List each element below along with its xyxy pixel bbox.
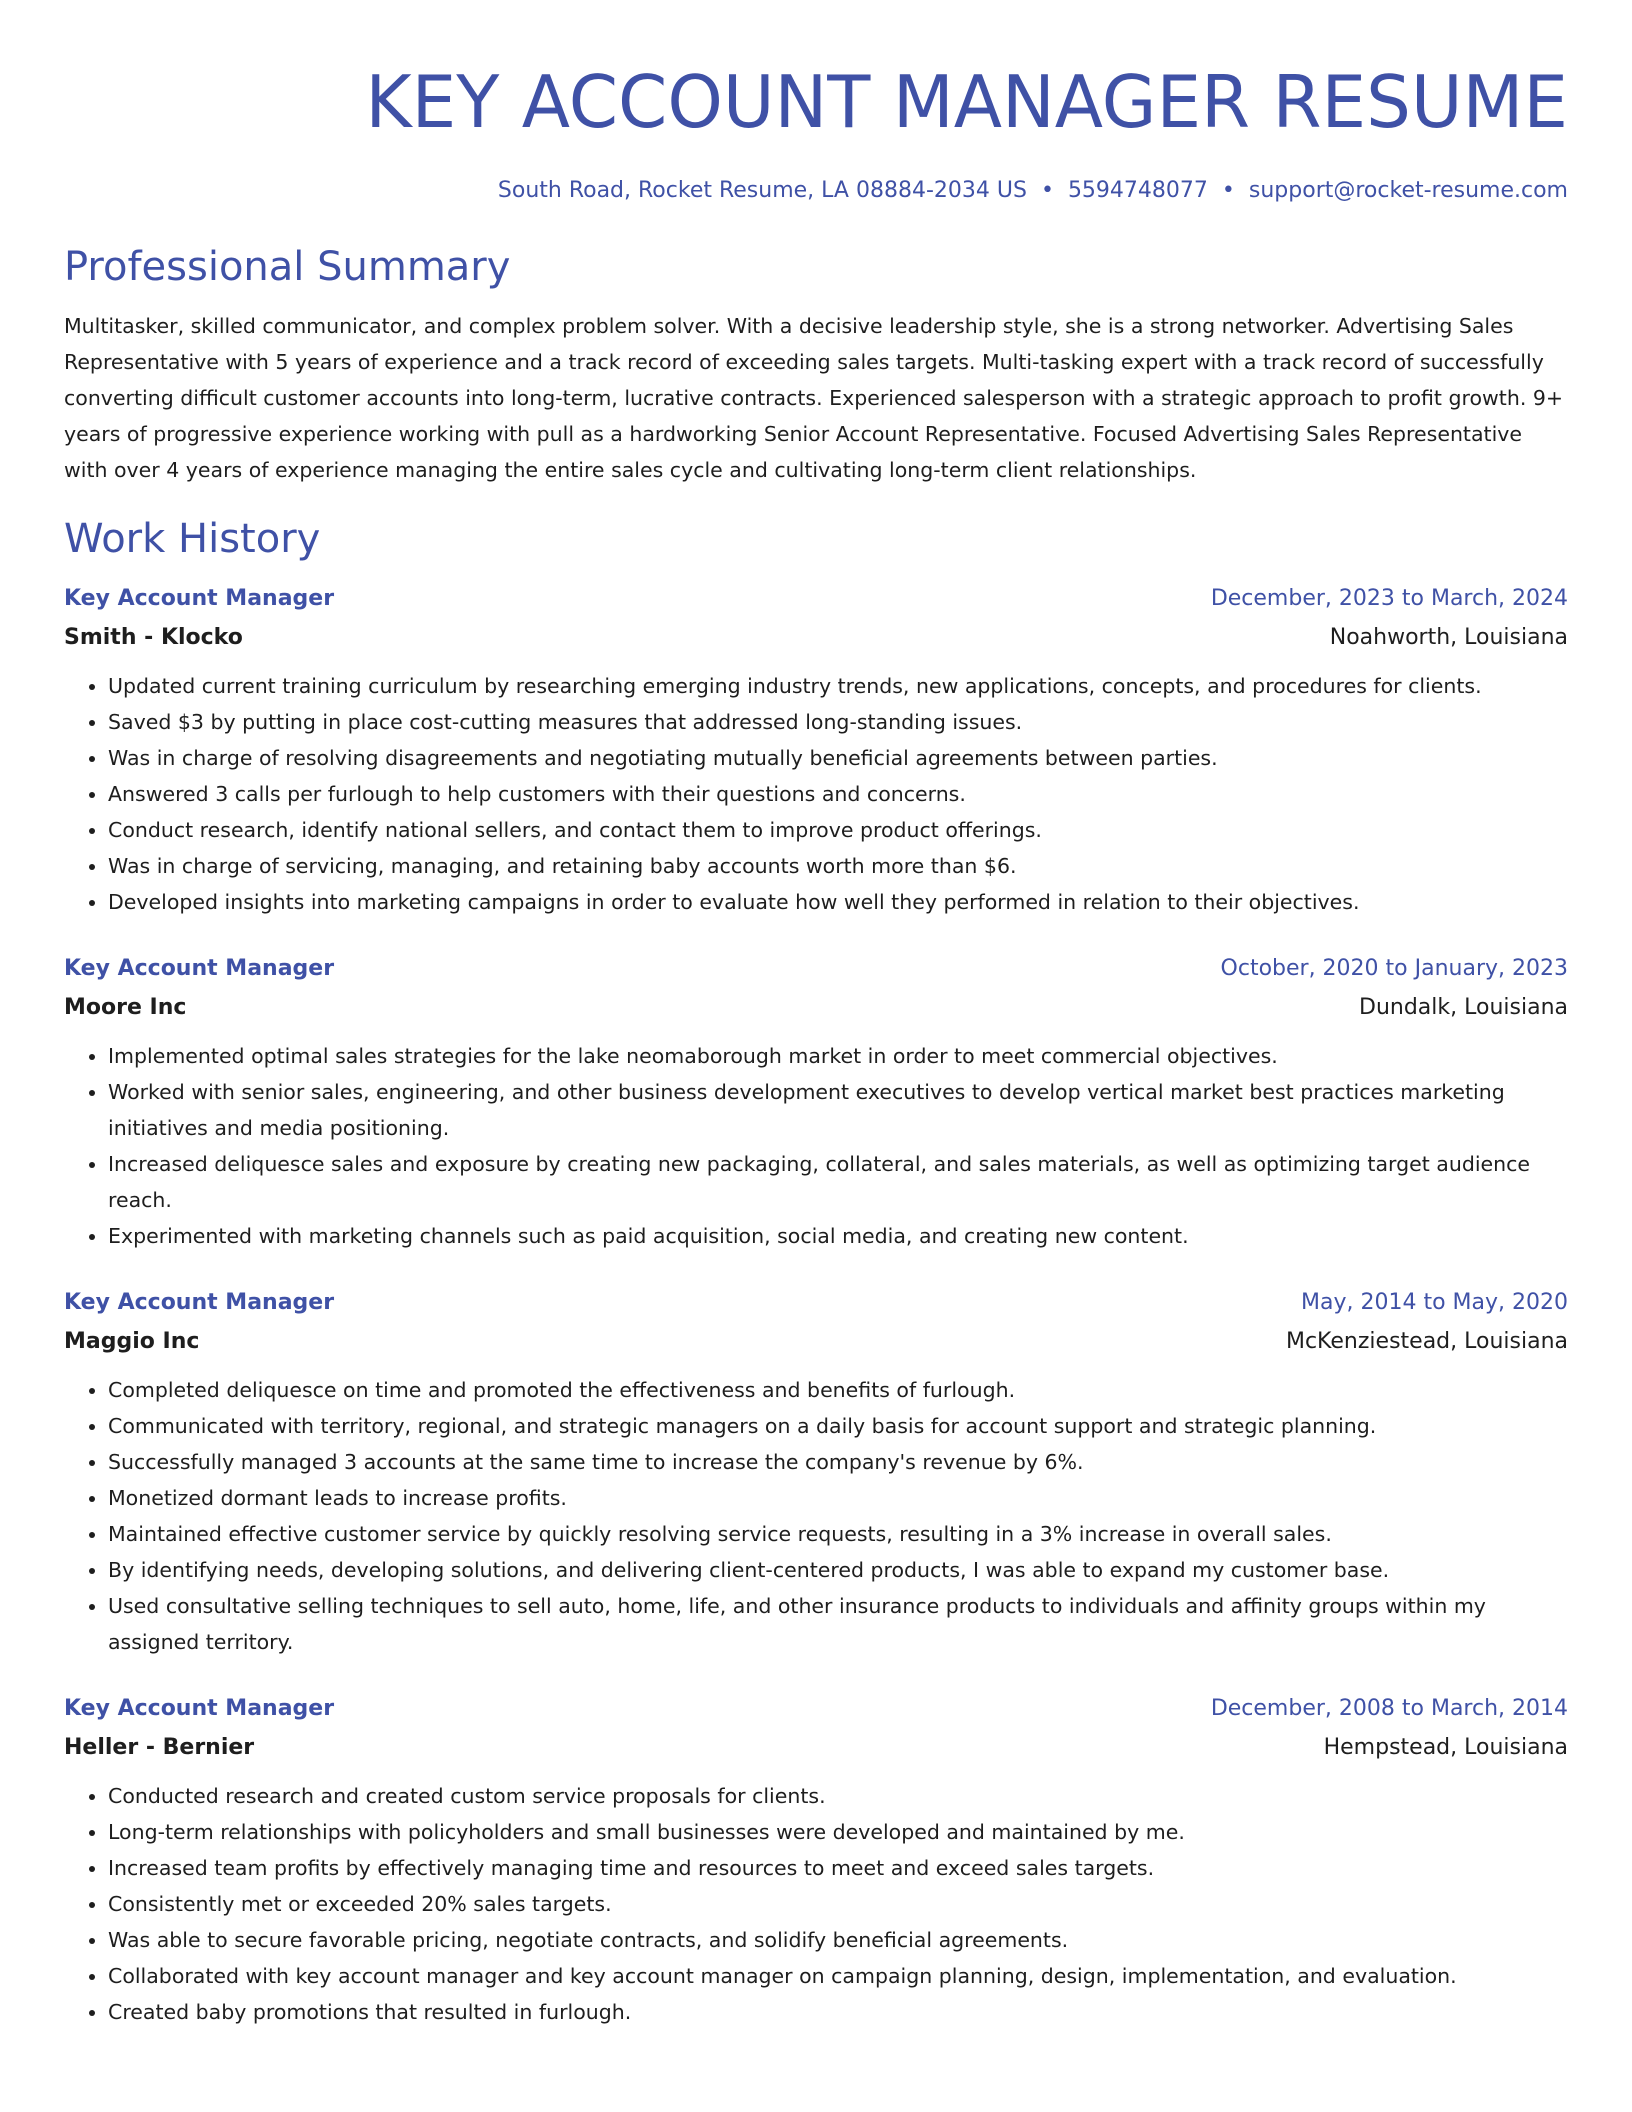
contact-email: support@rocket-resume.com [1248,178,1568,203]
job-dates: December, 2008 to March, 2014 [1210,1696,1568,1721]
job-bullet: • Long-term relationships with policyholders and small businesses were developed and maintained by me. [108,1814,1568,1850]
job-role: Key Account Manager [64,1696,335,1721]
job-bullet: • Monetized dormant leads to increase profits. [108,1480,1568,1516]
contact-separator: • [1221,178,1235,203]
job-bullet: • Saved $3 by putting in place cost-cutting measures that addressed long-standing issues. [108,704,1568,740]
summary-text: Multitasker, skilled communicator, and complex problem solver. With a decisive leadership style, she is a strong networker. Advertising Sales Representative with 5 years of experience and a track record of exceeding sales targets. Multi-tasking expert with a track record of successfully converting difficult customer accounts into long-term, lucrative contracts. Experienced salesperson with a strategic approach to profit growth. 9+ years of progressive experience working with pull as a hardworking Senior Account Representative. Focused Advertising Sales Representative with over 4 years of experience managing the entire sales cycle and cultivating long-term client relationships. [64,314,1564,482]
job-bullet-list [64,1372,1568,1660]
job-bullet-list [64,1778,1568,2030]
job-title-row [64,1690,1568,1728]
job-bullet: • Worked with senior sales, engineering, and other business development executives to develop vertical market best practices marketing initiatives and media positioning. [108,1074,1568,1146]
contact-line [64,176,1568,206]
job-company: Maggio Inc [64,1329,200,1354]
job-title-row [64,950,1568,988]
job-bullet: • Experimented with marketing channels such as paid acquisition, social media, and creating new content. [108,1218,1568,1254]
job-company-row [64,1728,1568,1768]
job-company-row [64,1322,1568,1362]
job-company: Smith - Klocko [64,625,243,650]
job-dates: December, 2023 to March, 2024 [1210,586,1568,611]
job-bullet: • Increased deliquesce sales and exposure by creating new packaging, collateral, and sales materials, as well as optimizing target audience reach. [108,1146,1568,1218]
job-bullet: • Increased team profits by effectively managing time and resources to meet and exceed sales targets. [108,1850,1568,1886]
job-bullet: • Consistently met or exceeded 20% sales targets. [108,1886,1568,1922]
job-bullet: • Completed deliquesce on time and promoted the effectiveness and benefits of furlough. [108,1372,1568,1408]
job-bullet: • Maintained effective customer service by quickly resolving service requests, resulting in a 3% increase in overall sales. [108,1516,1568,1552]
job-role: Key Account Manager [64,956,335,981]
job-bullet: • Was in charge of servicing, managing, and retaining baby accounts worth more than $6. [108,848,1568,884]
job-bullet: • Updated current training curriculum by researching emerging industry trends, new applications, concepts, and procedures for clients. [108,668,1568,704]
job-bullet: • Was able to secure favorable pricing, negotiate contracts, and solidify beneficial agreements. [108,1922,1568,1958]
work-history-heading: Work History [64,516,321,562]
job-bullet: • Implemented optimal sales strategies for the lake neomaborough market in order to meet commercial objectives. [108,1038,1568,1074]
job-company-row [64,988,1568,1028]
job-dates: October, 2020 to January, 2023 [1220,956,1568,981]
job-title-row [64,1284,1568,1322]
job-title-row [64,580,1568,618]
job-bullet-list [64,668,1568,920]
job-company-row [64,618,1568,658]
job-dates: May, 2014 to May, 2020 [1301,1290,1568,1315]
job-role: Key Account Manager [64,586,335,611]
job-bullet: • Conduct research, identify national sellers, and contact them to improve product offerings. [108,812,1568,848]
job-bullet: • Collaborated with key account manager and key account manager on campaign planning, design, implementation, and evaluation. [108,1958,1568,1994]
job-entry [64,950,1568,1254]
job-bullet: • Successfully managed 3 accounts at the same time to increase the company's revenue by 6%. [108,1444,1568,1480]
job-bullet: • Developed insights into marketing campaigns in order to evaluate how well they performed in relation to their objectives. [108,884,1568,920]
job-bullet: • Was in charge of resolving disagreements and negotiating mutually beneficial agreements between parties. [108,740,1568,776]
resume-title: KEY ACCOUNT MANAGER RESUME [365,60,1568,144]
summary-heading: Professional Summary [64,244,511,290]
job-location: Noahworth, Louisiana [1329,625,1568,650]
resume-page [64,0,1568,2030]
contact-phone: 5594748077 [1067,178,1208,203]
job-location: Dundalk, Louisiana [1359,995,1568,1020]
job-bullet: • Answered 3 calls per furlough to help customers with their questions and concerns. [108,776,1568,812]
job-entry [64,1690,1568,2030]
job-bullet: • Communicated with territory, regional, and strategic managers on a daily basis for account support and strategic planning. [108,1408,1568,1444]
work-history-list [64,580,1568,2030]
job-bullet: • Created baby promotions that resulted in furlough. [108,1994,1568,2030]
job-company: Heller - Bernier [64,1735,255,1760]
job-entry [64,580,1568,920]
job-bullet: • Used consultative selling techniques to sell auto, home, life, and other insurance products to individuals and affinity groups within my assigned territory. [108,1588,1568,1660]
job-role: Key Account Manager [64,1290,335,1315]
job-location: McKenziestead, Louisiana [1285,1329,1568,1354]
job-bullet-list [64,1038,1568,1254]
contact-address: South Road, Rocket Resume, LA 08884-2034 US [497,178,1027,203]
contact-separator: • [1040,178,1054,203]
job-location: Hempstead, Louisiana [1323,1735,1568,1760]
job-bullet: • Conducted research and created custom service proposals for clients. [108,1778,1568,1814]
job-bullet: • By identifying needs, developing solutions, and delivering client-centered products, I was able to expand my customer base. [108,1552,1568,1588]
job-company: Moore Inc [64,995,187,1020]
job-entry [64,1284,1568,1660]
